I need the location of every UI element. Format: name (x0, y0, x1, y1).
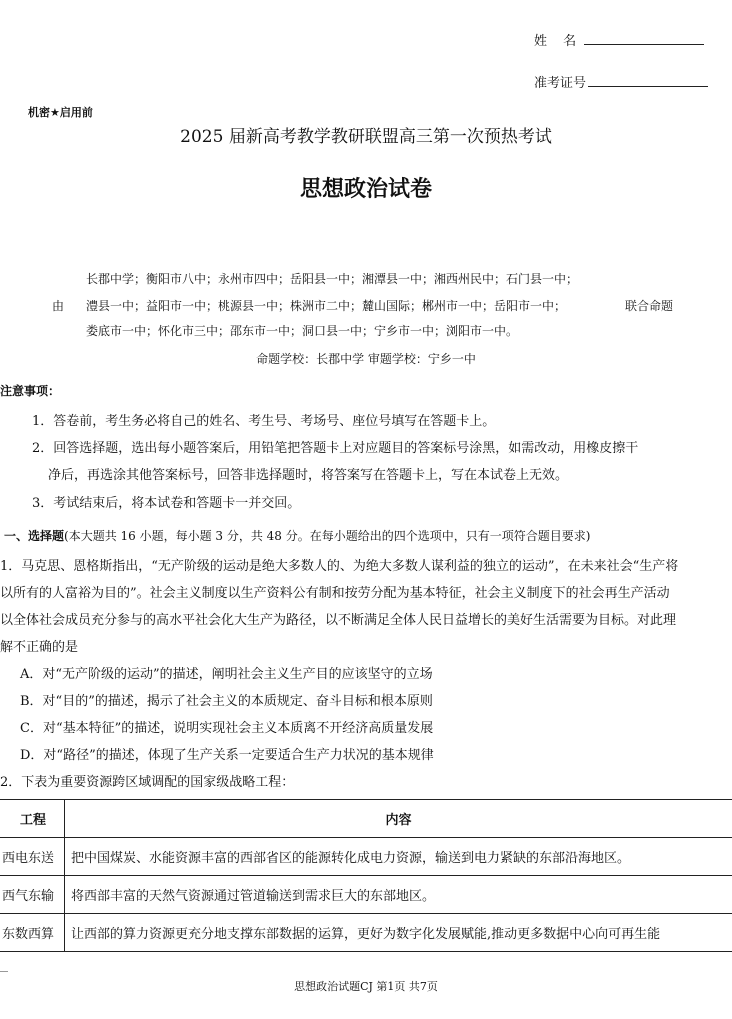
exam-title: 2025 届新高考教学教研联盟高三第一次预热考试 (180, 127, 552, 147)
q2-stem: 2．下表为重要资源跨区域调配的国家级战略工程： (0, 775, 295, 790)
q1-stem-line-3: 以全体社会成员充分参与的高水平社会化大生产为路径，以不断满足全体人民日益增长的美好生活需要为目标。对此理 (0, 613, 677, 628)
table-row (0, 838, 732, 876)
section-1-desc: (本大题共 16 小题，每小题 3 分，共 48 分。在每小题给出的四个选项中，只有一项符合题目要求) (64, 529, 591, 543)
section-1-header (4, 527, 590, 544)
q1-option-c: C．对“基本特征”的描述，说明实现社会主义本质离不开经济高质量发展 (20, 721, 434, 736)
name-label: 姓 名 (534, 34, 583, 49)
exam-id-field (534, 72, 708, 91)
table-cell-content: 把中国煤炭、水能资源丰富的西部省区的能源转化成电力资源，输送到电力紧缺的东部沿海地区。 (65, 838, 732, 876)
table-header-content: 内容 (65, 800, 732, 838)
q1-stem-line-2: 以所有的人富裕为目的”。社会主义制度以生产资料公有制和按劳分配为基本特征，社会主义制度下的社会再生产活动 (0, 586, 670, 601)
note-2b: 净后，再选涂其他答案标号，回答非选择题时，将答案写在答题卡上，写在本试卷上无效。 (48, 468, 569, 483)
note-3: 3．考试结束后，将本试卷和答题卡一并交回。 (32, 496, 301, 511)
table-header-project: 工程 (0, 800, 65, 838)
name-field (534, 30, 704, 49)
footer-mark (0, 971, 8, 972)
schools-line-1: 长郡中学；衡阳市八中；永州市四中；岳阳县一中；湘潭县一中；湘西州民中；石门县一中； (86, 272, 579, 286)
table-header-row (0, 800, 732, 838)
q2-table (0, 799, 732, 952)
exam-id-label: 准考证号 (534, 76, 587, 91)
table-cell-project: 东数西算 (0, 914, 65, 952)
joint-lead-char: 由 (52, 299, 65, 313)
schools-line-3: 娄底市一中；怀化市三中；邵东市一中；洞口县一中；宁乡市一中；浏阳市一中。 (86, 324, 519, 338)
section-1-heading: 一、选择题 (4, 529, 65, 543)
page-footer: 思想政治试题CJ 第1页 共7页 (294, 980, 438, 993)
table-cell-project: 西电东送 (0, 838, 65, 876)
table-row (0, 914, 732, 952)
paper-title: 思想政治试卷 (299, 177, 432, 202)
notes-heading: 注意事项： (0, 384, 61, 398)
secret-label: 机密★启用前 (28, 106, 93, 119)
note-1: 1．答卷前，考生务必将自己的姓名、考生号、考场号、座位号填写在答题卡上。 (32, 414, 496, 429)
table-cell-content: 让西部的算力资源更充分地支撑东部数据的运算，更好为数字化发展赋能,推动更多数据中心向可再生能 (65, 914, 732, 952)
note-2a: 2．回答选择题，选出每小题答案后，用铅笔把答题卡上对应题目的答案标号涂黑，如需改动，用橡皮擦干 (32, 441, 639, 456)
table-row (0, 876, 732, 914)
q1-stem-line-4: 解不正确的是 (0, 640, 79, 655)
joint-label: 联合命题 (625, 299, 674, 313)
table-cell-project: 西气东输 (0, 876, 65, 914)
exam-id-blank (588, 74, 708, 87)
q1-option-a: A．对“无产阶级的运动”的描述，阐明社会主义生产目的应该坚守的立场 (20, 667, 433, 682)
q1-option-b: B．对“目的”的描述，揭示了社会主义的本质规定、奋斗目标和根本原则 (20, 694, 433, 709)
setters: 命题学校：长郡中学 审题学校：宁乡一中 (256, 352, 476, 366)
q1-option-d: D．对“路径”的描述，体现了生产关系一定要适合生产力状况的基本规律 (20, 748, 434, 763)
schools-line-2: 澧县一中；益阳市一中；桃源县一中；株洲市二中；麓山国际；郴州市一中；岳阳市一中； (86, 299, 567, 313)
name-blank (584, 32, 704, 45)
table-cell-content: 将西部丰富的天然气资源通过管道输送到需求巨大的东部地区。 (65, 876, 732, 914)
q1-stem-line-1: 1．马克思、恩格斯指出，“无产阶级的运动是绝大多数人的、为绝大多数人谋利益的独立的运动”，在未来社会“生产将 (0, 559, 679, 574)
